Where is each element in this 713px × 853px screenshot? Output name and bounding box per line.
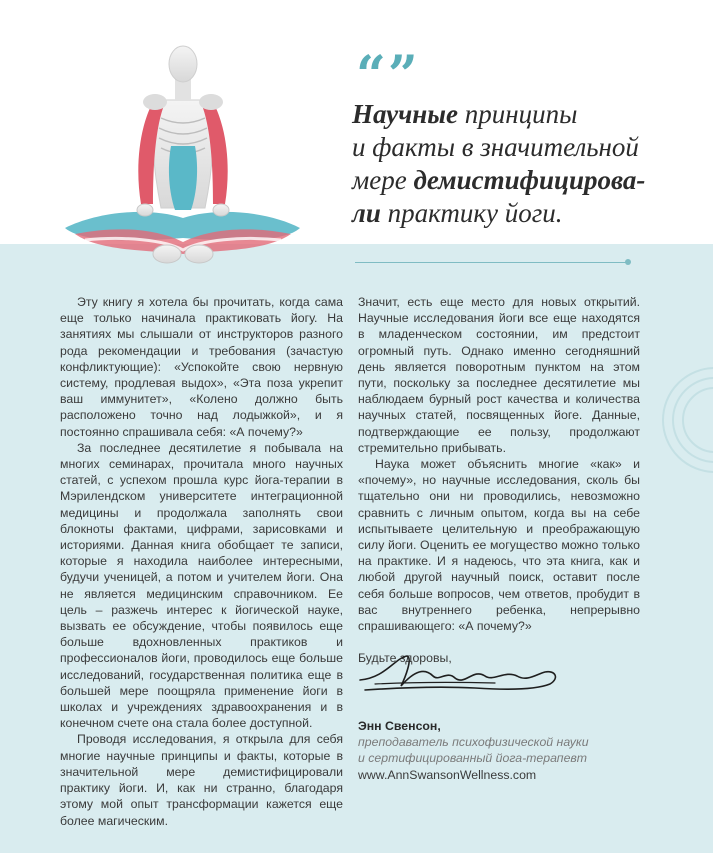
- paragraph: Проводя исследования, я открыла для себя многие научные принципы и факты, которые в значительной мере демистифицировали практику йоги. И, как ни странно, благодаря этому мой опыт трансформации кажется еще более магическим.: [60, 732, 343, 828]
- author-name: Энн Свенсон,: [358, 719, 441, 733]
- pull-quote-line: ли практику йоги.: [352, 198, 563, 228]
- author-website: www.AnnSwansonWellness.com: [358, 767, 537, 782]
- pull-quote-line: мере демистифицирова-: [352, 165, 646, 195]
- quote-marks-icon: “”: [356, 45, 420, 106]
- paragraph: Значит, есть еще место для новых открытий. Научные исследования йоги все еще находятся в младенческом состоянии, им предстоит огромный путь. Однако именно сегодняшний день является поворотным пунктом на этом пути, поскольку за последнее десятилетие мы наблюдаем бурный рост качества и количества научных статей, посвященных йоге. Данные, подтверждающие ее пользу, продолжают стремительно прибывать.: [358, 295, 640, 455]
- left-text-column: [60, 294, 343, 829]
- pull-quote: [352, 98, 682, 230]
- pull-quote-line: и факты в значительной: [352, 132, 639, 162]
- right-text-column: [358, 294, 640, 666]
- divider-dot: [625, 259, 631, 265]
- pull-quote-line: Научные принципы: [352, 99, 578, 129]
- divider-line: [355, 262, 627, 263]
- signature: [355, 648, 570, 698]
- author-role: преподаватель психофизической науки: [358, 735, 589, 750]
- paragraph: Наука может объяснить многие «как» и «почему», но научные исследования, сколь бы тщательно они ни проводились, невозможно сравнить с личным опытом, когда вы на себе испытываете целительную и преображающую силу йоги. Оценить ее могущество можно только на практике. И я надеюсь, что эта книга, как и любой другой научный поиск, оставит после себя больше вопросов, чем ответов, пробудит в вас внутреннего ребенка, непрерывно спрашивающего: «А почему?»: [358, 457, 640, 634]
- closing-line: Будьте здоровы,: [358, 651, 452, 666]
- yoga-anatomy-figure: [55, 28, 310, 278]
- author-role: и сертифицированный йога-терапевт: [358, 751, 587, 766]
- paragraph: За последнее десятилетие я побывала на многих семинарах, прочитала много научных статей, с успехом прошла курс йога-терапии в Мэрилендском университете интеграционной медицины и продолжала заполнять свои блокноты фактами, цифрами, зарисовками и историями. Данная книга обобщает те записи, которые я находила наиболее интересными, будучи ученицей, а потом и учителем йоги. Она не является медицинским справочником. Ее цель – разжечь интерес к йогической науке, вызвать ее обсуждение, чтобы появилось еще больше вдохновленных практиков и профессионалов йоги, проводилось еще больше исследований, государственная политика еще в большей мере поощряла применение йоги в школах и учреждениях здравоохранения и в конечном счете она стала более доступной.: [60, 440, 343, 731]
- decorative-circles: [655, 360, 713, 480]
- paragraph: Эту книгу я хотела бы прочитать, когда сама еще только начинала практиковать йогу. На занятиях мы слышали от инструкторов разного рода рекомендации и требования (зачастую конфликтующие): «Успокойте свою нервную систему, продлевая выдох», «Эта поза укрепит ваш иммунитет», «Колено должно быть расположено точно над лодыжкой», и я постоянно спрашивала себя: «А почему?»: [60, 295, 343, 439]
- author-block: [358, 718, 640, 783]
